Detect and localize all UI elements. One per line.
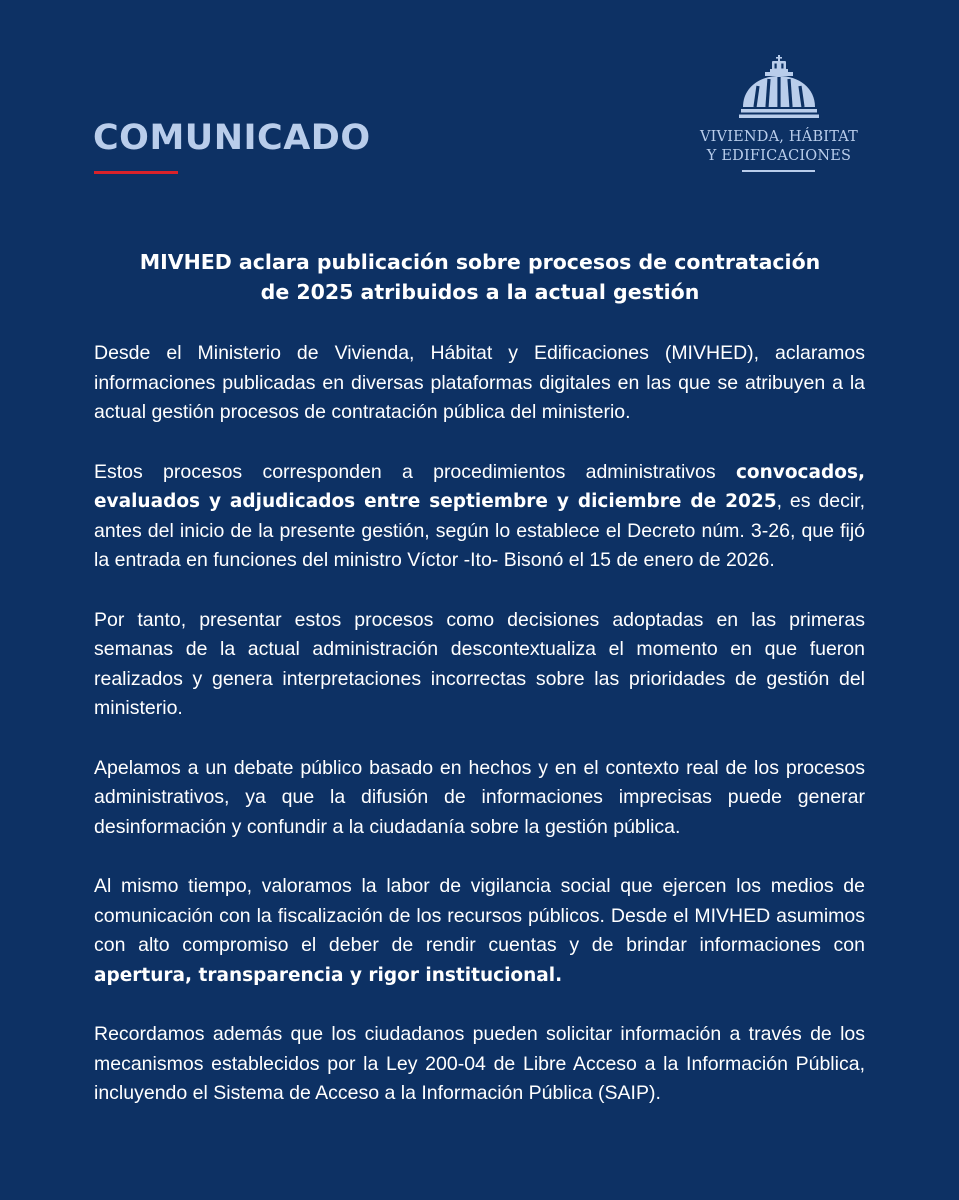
logo-text-line-2: Y EDIFICACIONES <box>706 148 852 164</box>
logo-text-line-1: VIVIENDA, HÁBITAT <box>699 129 859 145</box>
paragraph-5 <box>94 872 865 990</box>
ministry-logo <box>690 55 868 177</box>
paragraph-1: Desde el Ministerio de Vivienda, Hábitat y Edificaciones (MIVHED), aclaramos informaciones publicadas en diversas plataformas digitales en las que se atribuyen a la actual gestión procesos de contratación pública del ministerio. <box>94 342 865 423</box>
capitol-dome-icon <box>739 55 819 121</box>
headline-line-1: MIVHED aclara publicación sobre procesos de contratación <box>139 250 821 274</box>
paragraph-2 <box>94 458 865 576</box>
paragraph-3: Por tanto, presentar estos procesos como decisiones adoptadas en las primeras semanas de la actual administración descontextualiza el momento en que fueron realizados y genera interpretaciones incorrectas sobre las prioridades de gestión del ministerio. <box>94 608 865 719</box>
paragraph-2-bold: convocados, evaluados y adjudicados entre septiembre y diciembre de 2025 <box>94 461 865 512</box>
paragraph-5-bold: apertura, transparencia y rigor institucional. <box>94 964 563 986</box>
title-underline <box>94 171 178 174</box>
paragraph-4: Apelamos a un debate público basado en hechos y en el contexto real de los procesos administrativos, ya que la difusión de informaciones imprecisas puede generar desinformación y confundir a la ciudadanía sobre la gestión pública. <box>94 756 865 838</box>
paragraph-2-start: Estos procesos corresponden a procedimientos administrativos <box>94 460 736 483</box>
headline <box>60 247 900 307</box>
page-title: COMUNICADO <box>93 118 371 158</box>
paragraph-2-end: , es decir, antes del inicio de la presente gestión, según lo establece el Decreto núm. 3-26, que fijó la entrada en funciones del ministro Víctor -Ito- Bisonó el 15 de enero de 2026. <box>94 490 865 571</box>
paragraph-6: Recordamos además que los ciudadanos pueden solicitar información a través de los mecanismos establecidos por la Ley 200-04 de Libre Acceso a la Información Pública, incluyendo el Sistema de Acceso a la Información Pública (SAIP). <box>94 1023 865 1104</box>
headline-line-2: de 2025 atribuidos a la actual gestión <box>260 280 700 304</box>
logo-divider <box>742 170 815 172</box>
paragraph-5-start: Al mismo tiempo, valoramos la labor de vigilancia social que ejercen los medios de comunicación con la fiscalización de los recursos públicos. Desde el MIVHED asumimos con alto compromiso el deber de rendir cuentas y de brindar informaciones con <box>94 875 865 956</box>
communique-body <box>94 339 865 1139</box>
